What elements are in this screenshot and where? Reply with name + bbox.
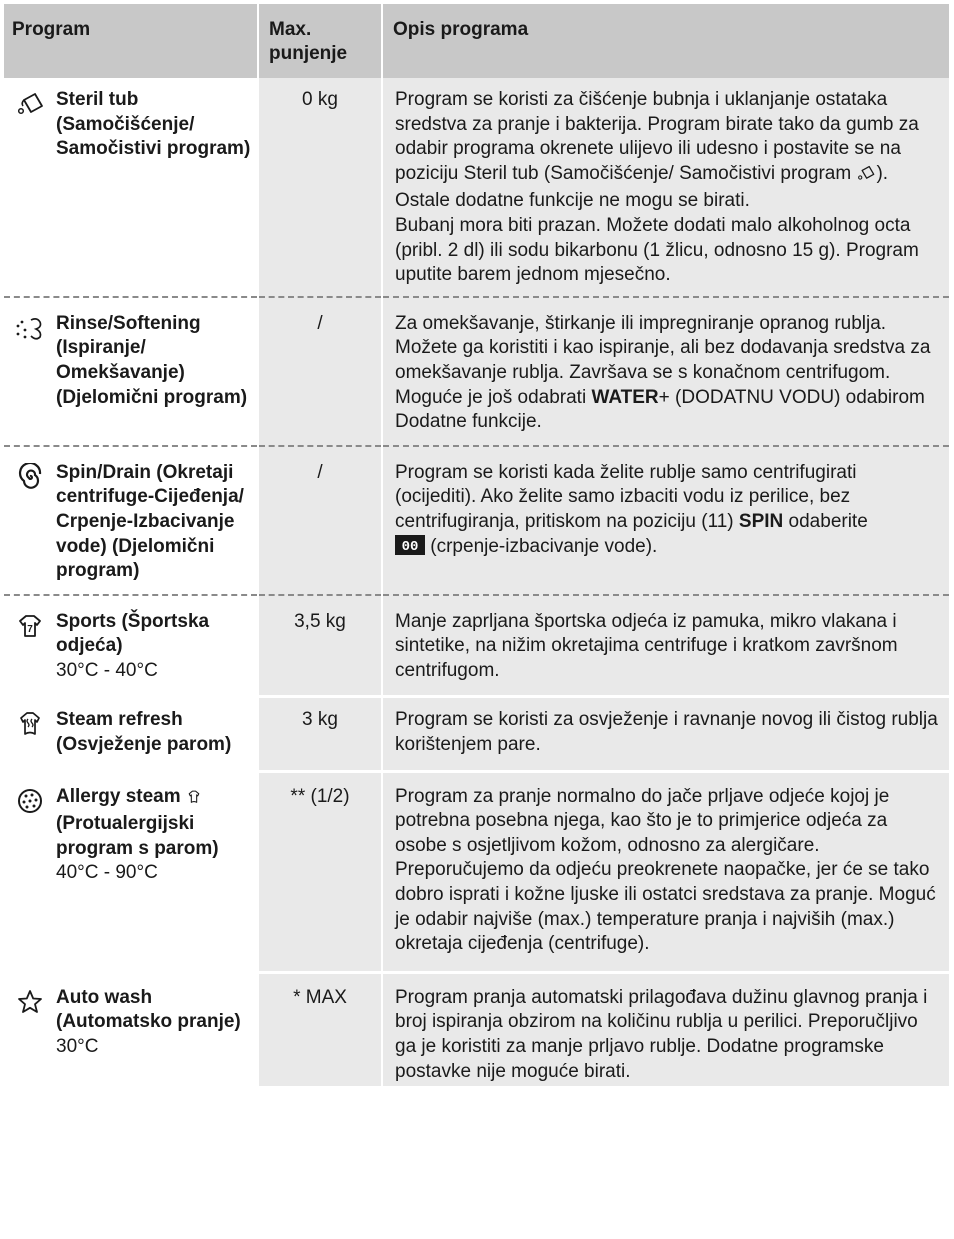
max-load-value: * MAX [293, 986, 347, 1008]
program-name: Spin/Drain (Okretaji centrifuge-Cijeđenja/ Crpenje-Izbacivanje vode) (Djelomični program) [56, 461, 244, 582]
table-header-row [4, 4, 949, 78]
program-temperature: 30°C - 40°C [56, 659, 158, 681]
table-row [4, 446, 949, 595]
rinse-softening-icon [4, 312, 56, 410]
max-load-value: 3 kg [302, 709, 338, 731]
star-icon [4, 986, 56, 1060]
table-row [4, 697, 949, 771]
description-text: Bubanj mora biti prazan. Možete dodati malo alkoholnog octa (pribl. 2 dl) ili sodu bikarbonu (1 žlicu, odnosno 15 g). Program uputite barem jednom mjesečno. [395, 214, 919, 286]
max-load-value: 3,5 kg [294, 610, 346, 632]
steam-small-icon [186, 788, 202, 813]
program-name: Auto wash (Automatsko pranje) [56, 986, 241, 1033]
max-load-value: 0 kg [302, 89, 338, 110]
table-row [4, 972, 949, 1086]
steril-tub-small-icon [856, 164, 876, 190]
table-row [4, 771, 949, 972]
program-name: Steam refresh (Osvježenje parom) [56, 709, 232, 756]
header-max-load: Max. punjenje [258, 4, 382, 78]
program-name: Steril tub (Samočišćenje/ Samočistivi program) [56, 89, 251, 160]
svg-text:00: 00 [401, 538, 419, 555]
table-row [4, 595, 949, 697]
description-text: Za omekšavanje, štirkanje ili impregniranje opranog rublja. Možete ga koristiti i kao ispiranje, ali bez dodavanja sredstva za omekšavanje rublja. Završava se s konačnom centrifugom. [395, 312, 931, 383]
sports-icon [4, 610, 56, 684]
allergy-steam-icon [4, 785, 56, 886]
spin-drain-icon [4, 461, 56, 584]
program-temperature: 30°C [56, 1036, 99, 1057]
table-row [4, 78, 949, 297]
description-text: Manje zaprljana športska odjeća iz pamuka, mikro vlakana i sintetike, na nižim okretajima centrifuge i kratkom završnom centrifugom. [395, 610, 898, 681]
program-temperature: 40°C - 90°C [56, 862, 158, 884]
max-load-value: ** (1/2) [290, 785, 350, 807]
svg-text:7: 7 [27, 623, 33, 635]
max-load-value: / [317, 312, 323, 334]
description-text: Program za pranje normalno do jače prljave odjeće kojoj je potrebna posebna njega, kao što je to primjerice odjeća za osobe s osjetljivom kožom, odnosno za alergičare. Preporučujemo da odjeću preokrenete naopačke, jer će se tako dobro isprati i kožne ljuske ili ostatci sredstava za pranje. Moguć je odabir najviše (max.) temperature pranja i najviših (max.) okretaja cijeđenja (centrifuge). [395, 785, 936, 955]
steam-refresh-icon [4, 708, 56, 757]
display-drain-icon [395, 535, 425, 563]
description-text: Program se koristi za čišćenje bubnja i uklanjanje ostataka sredstva za pranje i bakterija. Program birate tako da gumb za odabir programa okrenete ulijevo ili udesno i postavite se na poziciju Steril tub (Samočišćenje/ Samočistivi program ). Ostale dodatne funkcije ne mogu se birati. [395, 89, 919, 212]
header-description: Opis programa [382, 4, 949, 78]
table-row [4, 297, 949, 446]
description-text: Moguće je još odabrati WATER+ (DODATNU VODU) odabirom Dodatne funkcije. [395, 386, 925, 433]
program-name: Allergy steam [56, 785, 257, 813]
description-text: Program se koristi za osvježenje i ravnanje novog ili čistog rublja korištenjem pare. [395, 709, 938, 756]
description-text: Program pranja automatski prilagođava dužinu glavnog pranja i broj ispiranja obzirom na količinu rublja u perilici. Preporučljivo ga je koristiti za manje prljavo rublje. Dodatne programske postavke nije moguće birati. [395, 986, 928, 1082]
program-name-translation: (Protualergijski program s parom) [56, 813, 219, 859]
description-text: Program se koristi kada želite rublje samo centrifugirati (ocijediti). Ako želite samo izbaciti vodu iz perilice, bez centrifugiranja, pritiskom na poziciju (11) SPIN odaberite 00 (crpenje-izbacivanje vode). [395, 461, 939, 562]
steril-tub-icon [4, 88, 56, 162]
program-name: Rinse/Softening (Ispiranje/ Omekšavanje) (Djelomični program) [56, 312, 248, 408]
header-program: Program [4, 4, 258, 78]
max-load-value: / [317, 461, 323, 483]
program-name: Sports (Športska odjeća) [56, 610, 210, 657]
program-table [4, 4, 949, 1086]
